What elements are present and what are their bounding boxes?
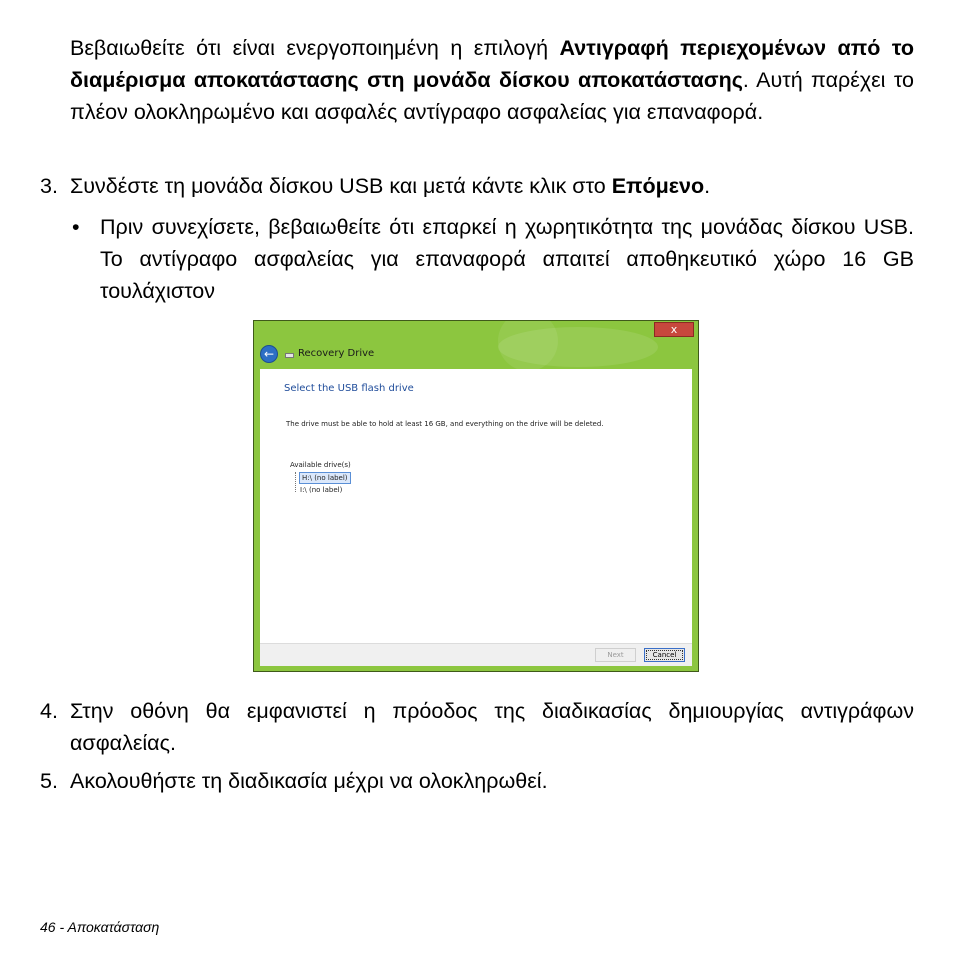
step-3-text-2: . — [704, 174, 711, 198]
step-4-text: Στην οθόνη θα εμφανιστεί η πρόοδος της διαδικασίας δημιουργίας αντιγράφων ασφαλείας. — [70, 699, 914, 755]
step-5-number: 5. — [40, 769, 58, 793]
drive-item-i[interactable]: I:\ (no label) — [300, 486, 343, 494]
recovery-drive-screenshot — [253, 320, 699, 672]
available-drives-label: Available drive(s) — [290, 461, 351, 469]
step-3-next-label: Επόμενο — [611, 174, 705, 198]
page-footer: 46 - Αποκατάσταση — [40, 919, 160, 935]
wizard-message: The drive must be able to hold at least 16 GB, and everything on the drive will be deleted. — [286, 420, 604, 428]
next-button[interactable]: Next — [595, 648, 636, 662]
step-5-text: Ακολουθήστε τη διαδικασία μέχρι να ολοκληρωθεί. — [70, 769, 548, 793]
bullet-text: Πριν συνεχίσετε, βεβαιωθείτε ότι επαρκεί η χωρητικότητα της μονάδας δίσκου USB. Το αντίγραφο ασφαλείας για επαναφορά απαιτεί αποθηκευτικό χώρο 16 GB τουλάχιστον — [100, 215, 914, 303]
intro-paragraph — [70, 32, 914, 128]
bullet-mark: • — [72, 215, 80, 239]
intro-text-2: . Αυτή παρέχει το πλέον ολοκληρωμένο και ασφαλές αντίγραφο ασφαλείας για επαναφορά. — [70, 68, 914, 124]
tree-connector — [295, 472, 297, 492]
wizard-content — [260, 369, 692, 666]
step-3-text-1: Συνδέστε τη μονάδα δίσκου USB και μετά κάντε κλικ στο — [70, 174, 612, 198]
usb-drive-icon — [285, 353, 294, 358]
intro-option-name: Αντιγραφή περιεχομένων από το διαμέρισμα αποκατάστασης στη μονάδα δίσκου αποκατάστασης — [70, 36, 914, 92]
wizard-heading: Select the USB flash drive — [284, 383, 414, 394]
intro-text-1: Βεβαιωθείτε ότι είναι ενεργοποιημένη η επιλογή — [70, 36, 560, 60]
drive-item-h[interactable]: H:\ (no label) — [299, 472, 351, 484]
back-arrow-icon[interactable]: ← — [260, 345, 278, 363]
window-titlebar — [260, 345, 692, 367]
cancel-button[interactable]: Cancel — [644, 648, 685, 662]
close-button[interactable]: x — [654, 322, 694, 337]
window-title: Recovery Drive — [298, 348, 375, 359]
step-3-number: 3. — [40, 174, 58, 198]
step-3-text — [70, 170, 914, 202]
step-4-number: 4. — [40, 699, 58, 723]
wizard-footer — [260, 643, 692, 666]
